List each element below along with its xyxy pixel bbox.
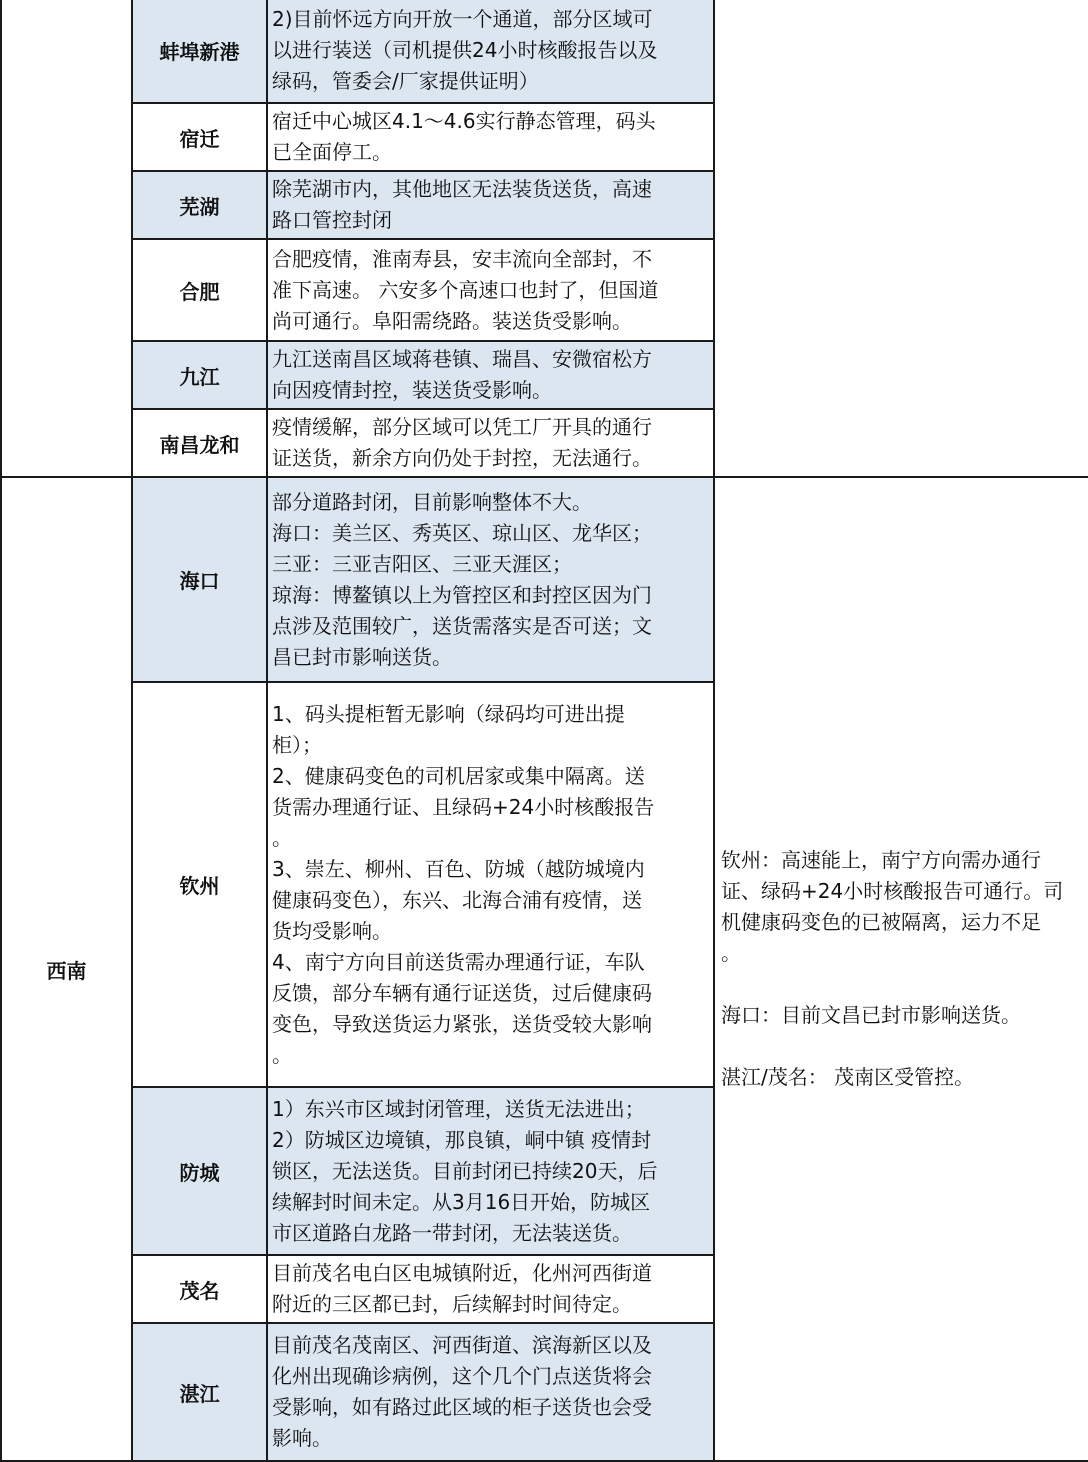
text-line: 机健康码变色的已被隔离，运力不足 — [721, 910, 1041, 934]
text-line: 海口：目前文昌已封市影响送货。 — [721, 1003, 1021, 1027]
text-line: 受影响，如有路过此区域的柜子送货也会受 — [272, 1395, 652, 1419]
text-line: 目前茂名茂南区、河西街道、滨海新区以及 — [272, 1333, 652, 1357]
text-line: 准下高速。 六安多个高速口也封了，但国道 — [272, 277, 659, 302]
text-line: 化州出现确诊病例，这个几个门点送货将会 — [272, 1364, 652, 1388]
text-line: 货均受影响。 — [272, 918, 392, 943]
text-line: 2)目前怀远方向开放一个通道，部分区域可 — [272, 7, 653, 31]
detail-cell — [267, 1323, 714, 1461]
text-line: 绿码，管委会/厂家提供证明） — [272, 69, 539, 93]
text-line: 续解封时间未定。从3月16日开始，防城区 — [272, 1189, 651, 1214]
text-line: 目前茂名电白区电城镇附近，化州河西街道 — [272, 1261, 652, 1285]
text-line: 琼海：博鳌镇以上为管控区和封控区因为门 — [272, 582, 652, 607]
detail-cell — [267, 409, 714, 477]
city-cell: 茂名 — [132, 1255, 267, 1323]
text-line: 疫情缓解，部分区域可以凭工厂开具的通行 — [272, 415, 652, 439]
text-line: 2、健康码变色的司机居家或集中隔离。送 — [272, 763, 645, 788]
note-cell — [714, 0, 1088, 477]
text-line: 证、绿码+24小时核酸报告可通行。司 — [721, 879, 1064, 903]
text-line: 。 — [721, 941, 741, 965]
text-line: 合肥疫情，淮南寿县，安丰流向全部封，不 — [272, 246, 652, 271]
text-line: 4、南宁方向目前送货需办理通行证，车队 — [272, 949, 645, 974]
city-cell: 南昌龙和 — [132, 409, 267, 477]
city-cell: 钦州 — [132, 682, 267, 1087]
text-line: 货需办理通行证、且绿码+24小时核酸报告 — [272, 794, 655, 819]
detail-cell — [267, 682, 714, 1087]
note-cell — [714, 477, 1088, 1461]
detail-cell — [267, 1087, 714, 1255]
text-line: 柜）； — [272, 732, 322, 757]
city-cell: 九江 — [132, 341, 267, 409]
text-line: 1、码头提柜暂无影响（绿码均可进出提 — [272, 701, 625, 726]
text-line: 锁区，无法送货。目前封闭已持续20天，后 — [272, 1158, 658, 1183]
text-line: 除芜湖市内，其他地区无法装货送货，高速 — [272, 177, 652, 201]
text-line: 。 — [272, 825, 292, 850]
text-line — [721, 1031, 1088, 1062]
text-line: 向因疫情封控，装送货受影响。 — [272, 378, 552, 402]
text-line: 路口管控封闭 — [272, 208, 392, 232]
text-line: 。 — [272, 1042, 292, 1067]
text-line: 证送货，新余方向仍处于封控，无法通行。 — [272, 446, 652, 470]
text-line: 反馈，部分车辆有通行证送货，过后健康码 — [272, 980, 652, 1005]
text-line: 昌已封市影响送货。 — [272, 644, 452, 669]
text-line: 市区道路白龙路一带封闭，无法装送货。 — [272, 1220, 632, 1245]
text-line: 以进行装送（司机提供24小时核酸报告以及 — [272, 38, 658, 62]
city-cell: 宿迁 — [132, 103, 267, 171]
city-cell: 海口 — [132, 477, 267, 682]
city-cell: 防城 — [132, 1087, 267, 1255]
city-cell: 芜湖 — [132, 171, 267, 239]
text-line: 钦州：高速能上，南宁方向需办通行 — [721, 848, 1041, 872]
text-line: 2）防城区边境镇，那良镇，峒中镇 疫情封 — [272, 1127, 652, 1152]
text-line: 3、崇左、柳州、百色、防城（越防城境内 — [272, 856, 645, 881]
text-line: 已全面停工。 — [272, 140, 392, 164]
text-line: 湛江/茂名： 茂南区受管控。 — [721, 1065, 975, 1089]
detail-cell — [267, 103, 714, 171]
city-cell: 湛江 — [132, 1323, 267, 1461]
text-line: 变色，导致送货运力紧张，送货受较大影响 — [272, 1011, 652, 1036]
detail-cell — [267, 1255, 714, 1323]
text-line: 宿迁中心城区4.1～4.6实行静态管理，码头 — [272, 109, 656, 133]
city-cell: 合肥 — [132, 239, 267, 341]
city-cell: 蚌埠新港 — [132, 0, 267, 103]
region-cell — [1, 0, 132, 477]
table-row — [1, 0, 1088, 103]
region-cell: 西南 — [1, 477, 132, 1461]
table-row — [1, 477, 1088, 682]
text-line: 点涉及范围较广，送货需落实是否可送；文 — [272, 613, 652, 638]
detail-cell — [267, 341, 714, 409]
text-line: 尚可通行。阜阳需绕路。装送货受影响。 — [272, 308, 632, 333]
detail-cell — [267, 239, 714, 341]
text-line: 海口：美兰区、秀英区、琼山区、龙华区； — [272, 520, 652, 545]
text-line: 影响。 — [272, 1426, 332, 1450]
text-line: 三亚：三亚吉阳区、三亚天涯区； — [272, 551, 572, 576]
detail-cell — [267, 477, 714, 682]
detail-cell — [267, 171, 714, 239]
text-line: 部分道路封闭，目前影响整体不大。 — [272, 489, 592, 514]
text-line: 九江送南昌区域蒋巷镇、瑞昌、安微宿松方 — [272, 347, 652, 371]
detail-cell — [267, 0, 714, 103]
text-line: 附近的三区都已封，后续解封时间待定。 — [272, 1292, 632, 1316]
text-line: 健康码变色），东兴、北海合浦有疫情，送 — [272, 887, 642, 912]
text-line — [721, 969, 1088, 1000]
text-line: 1）东兴市区域封闭管理，送货无法进出； — [272, 1096, 645, 1121]
